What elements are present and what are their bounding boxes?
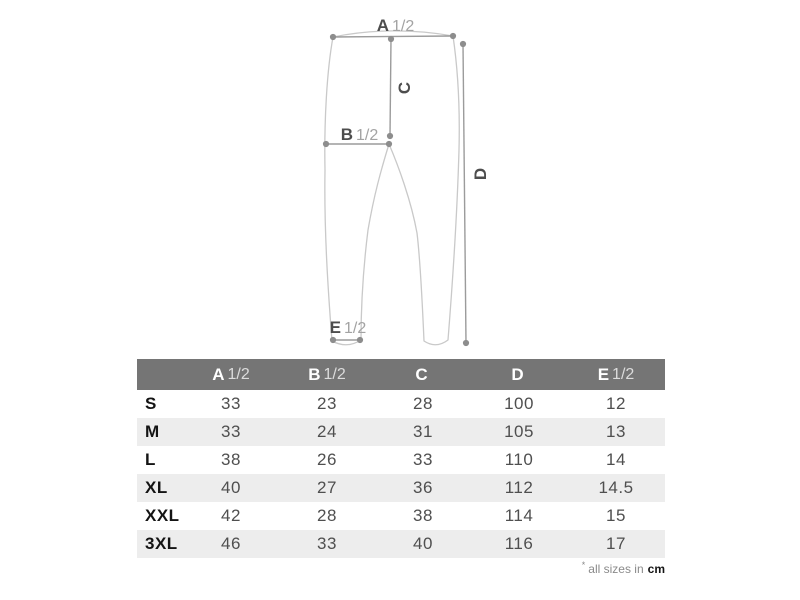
size-label: S [145, 394, 157, 413]
footnote-text: all sizes in [588, 562, 644, 576]
dot [460, 41, 466, 47]
value-cell: 17 [606, 534, 626, 553]
dot [386, 141, 392, 147]
size-table-header [137, 359, 665, 390]
diagram-label-e: E [329, 318, 341, 337]
footnote-unit: cm [647, 562, 665, 576]
units-footnote [582, 560, 665, 576]
value-cell: 38 [413, 506, 433, 525]
header-letter: D [511, 364, 524, 384]
diagram-label-d: D [470, 167, 490, 181]
value-cell: 42 [221, 506, 241, 525]
size-label: 3XL [145, 534, 178, 553]
header-cell-empty [137, 359, 183, 390]
value-cell: 33 [221, 422, 241, 441]
value-cell: 36 [413, 478, 433, 497]
size-table [137, 359, 665, 558]
value-cell: 23 [317, 394, 337, 413]
header-fraction: 1/2 [323, 365, 346, 383]
table-row-3xl [137, 530, 665, 558]
size-label: XL [145, 478, 168, 497]
header-letter: A [212, 364, 225, 384]
value-cell: 28 [317, 506, 337, 525]
table-row-s [137, 390, 665, 418]
size-label: L [145, 450, 156, 469]
value-cell: 24 [317, 422, 337, 441]
header-fraction: 1/2 [227, 365, 250, 383]
value-cell: 15 [606, 506, 626, 525]
dot [330, 337, 336, 343]
value-cell: 33 [221, 394, 241, 413]
header-cell-c [375, 359, 471, 390]
value-cell: 33 [413, 450, 433, 469]
measurement-dots [323, 33, 469, 346]
diagram-label-b-fraction: 1/2 [356, 127, 379, 144]
dot [387, 133, 393, 139]
table-row-l [137, 446, 665, 474]
header-letter: B [308, 364, 321, 384]
value-cell: 100 [504, 394, 534, 413]
table-row-xl [137, 474, 665, 502]
value-cell: 26 [317, 450, 337, 469]
size-label: M [145, 422, 160, 441]
value-cell: 14.5 [598, 478, 634, 497]
value-cell: 105 [504, 422, 534, 441]
value-cell: 33 [317, 534, 337, 553]
header-cell-d [471, 359, 567, 390]
size-label: XXL [145, 506, 180, 525]
header-cell-b [279, 359, 375, 390]
pants-outline [325, 31, 459, 345]
header-letter: E [597, 364, 610, 384]
diagram-label-a-fraction: 1/2 [392, 18, 415, 35]
value-cell: 112 [504, 478, 534, 497]
header-fraction: 1/2 [612, 365, 635, 383]
table-row-xxl [137, 502, 665, 530]
value-cell: 46 [221, 534, 241, 553]
header-cell-a [183, 359, 279, 390]
dot [388, 36, 394, 42]
value-cell: 38 [221, 450, 241, 469]
measure-line-c [390, 39, 391, 136]
measure-line-d [463, 44, 466, 343]
header-cell-e [567, 359, 665, 390]
value-cell: 27 [317, 478, 337, 497]
value-cell: 13 [606, 422, 626, 441]
dot [357, 337, 363, 343]
value-cell: 40 [413, 534, 433, 553]
header-letter: C [415, 364, 428, 384]
value-cell: 28 [413, 394, 433, 413]
footnote-asterisk: * [581, 560, 586, 570]
value-cell: 12 [606, 394, 626, 413]
dot [323, 141, 329, 147]
value-cell: 40 [221, 478, 241, 497]
value-cell: 114 [504, 506, 534, 525]
value-cell: 14 [606, 450, 626, 469]
value-cell: 31 [413, 422, 433, 441]
value-cell: 110 [504, 450, 534, 469]
dot [463, 340, 469, 346]
diagram-label-c: C [394, 81, 414, 95]
dot [330, 34, 336, 40]
diagram-label-e-fraction: 1/2 [344, 320, 367, 337]
dot [450, 33, 456, 39]
table-row-m [137, 418, 665, 446]
value-cell: 116 [504, 534, 534, 553]
diagram-label-a: A [376, 16, 389, 35]
diagram-label-b: B [340, 125, 353, 144]
